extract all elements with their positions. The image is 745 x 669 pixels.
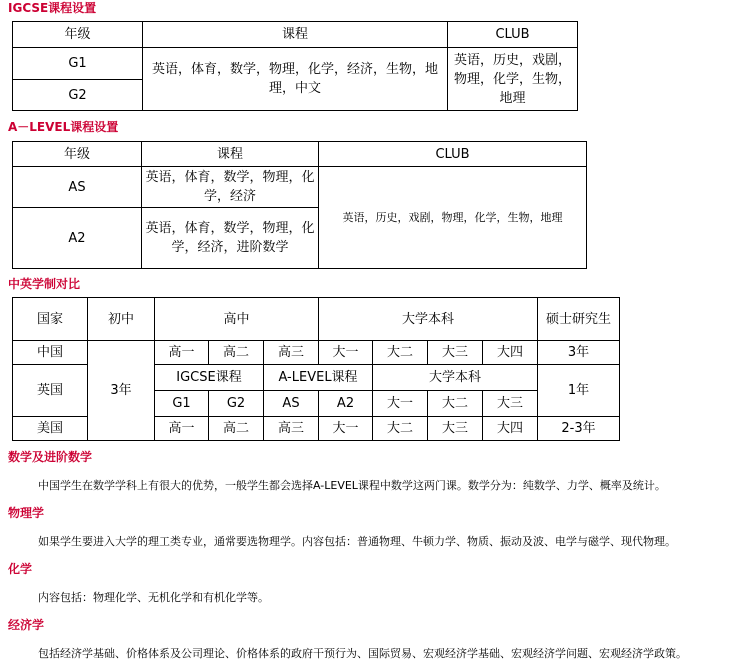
uk-stage-g1: G1 [155, 391, 209, 417]
uk-igcse: IGCSE课程 [155, 365, 264, 391]
igcse-header-grade: 年级 [13, 22, 143, 48]
china-master: 3年 [538, 341, 620, 365]
economics-heading: 经济学 [8, 618, 45, 632]
alevel-courses-as: 英语，体育，数学，物理，化学，经济 [142, 167, 319, 208]
junior-years: 3年 [88, 341, 155, 441]
uk-year-3: 大三 [483, 391, 538, 417]
physics-text: 如果学生要进入大学的理工类专业，通常要选物理学。内容包括：普通物理、牛顿力学、物质、振动及波、电学与磁学、现代物理。 [38, 535, 676, 548]
alevel-heading: A－LEVEL课程设置 [8, 120, 119, 134]
china-label: 中国 [13, 341, 88, 365]
china-undergrad-3: 大三 [428, 341, 483, 365]
igcse-heading: IGCSE课程设置 [8, 1, 97, 15]
alevel-header-grade: 年级 [13, 142, 142, 167]
usa-master: 2-3年 [538, 417, 620, 441]
usa-undergrad-1: 大一 [319, 417, 373, 441]
china-senior-2: 高二 [209, 341, 264, 365]
compare-header-undergrad: 大学本科 [319, 298, 538, 341]
uk-label: 英国 [13, 365, 88, 417]
economics-text: 包括经济学基础、价格体系及公司理论、价格体系的政府干预行为、国际贸易、宏观经济学基础、宏观经济学问题、宏观经济学政策。 [38, 647, 687, 660]
compare-heading: 中英学制对比 [8, 277, 81, 291]
usa-undergrad-4: 大四 [483, 417, 538, 441]
alevel-courses-a2: 英语，体育，数学，物理，化学，经济，进阶数学 [142, 208, 319, 269]
usa-undergrad-3: 大三 [428, 417, 483, 441]
compare-header-junior: 初中 [88, 298, 155, 341]
igcse-grade-g2: G2 [13, 80, 143, 111]
uk-alevel: A-LEVEL课程 [264, 365, 373, 391]
compare-header-senior: 高中 [155, 298, 319, 341]
alevel-club: 英语，历史，戏剧，物理，化学，生物，地理 [319, 167, 587, 269]
physics-heading: 物理学 [8, 506, 45, 520]
usa-senior-1: 高一 [155, 417, 209, 441]
uk-year-1: 大一 [373, 391, 428, 417]
igcse-grade-g1: G1 [13, 48, 143, 80]
chemistry-text: 内容包括：物理化学、无机化学和有机化学等。 [38, 591, 269, 604]
china-senior-1: 高一 [155, 341, 209, 365]
uk-stage-as: AS [264, 391, 319, 417]
compare-table [12, 297, 620, 441]
alevel-grade-a2: A2 [13, 208, 142, 269]
igcse-header-course: 课程 [143, 22, 448, 48]
usa-senior-2: 高二 [209, 417, 264, 441]
igcse-table [12, 21, 578, 111]
china-undergrad-2: 大二 [373, 341, 428, 365]
igcse-courses: 英语，体育，数学，物理，化学，经济，生物，地理，中文 [143, 48, 448, 111]
alevel-header-club: CLUB [319, 142, 587, 167]
china-undergrad-4: 大四 [483, 341, 538, 365]
math-heading: 数学及进阶数学 [8, 450, 93, 464]
compare-header-country: 国家 [13, 298, 88, 341]
igcse-club: 英语，历史，戏剧，物理，化学，生物，地理 [448, 48, 578, 111]
china-senior-3: 高三 [264, 341, 319, 365]
uk-year-2: 大二 [428, 391, 483, 417]
uk-master: 1年 [538, 365, 620, 417]
igcse-header-club: CLUB [448, 22, 578, 48]
uk-undergrad: 大学本科 [373, 365, 538, 391]
math-text: 中国学生在数学学科上有很大的优势，一般学生都会选择A-LEVEL课程中数学这两门课。数学分为：纯数学、力学、概率及统计。 [38, 479, 666, 492]
china-undergrad-1: 大一 [319, 341, 373, 365]
alevel-header-course: 课程 [142, 142, 319, 167]
compare-header-master: 硕士研究生 [538, 298, 620, 341]
usa-undergrad-2: 大二 [373, 417, 428, 441]
uk-stage-a2: A2 [319, 391, 373, 417]
usa-senior-3: 高三 [264, 417, 319, 441]
usa-label: 美国 [13, 417, 88, 441]
alevel-grade-as: AS [13, 167, 142, 208]
alevel-table [12, 141, 587, 269]
uk-stage-g2: G2 [209, 391, 264, 417]
chemistry-heading: 化学 [8, 562, 33, 576]
